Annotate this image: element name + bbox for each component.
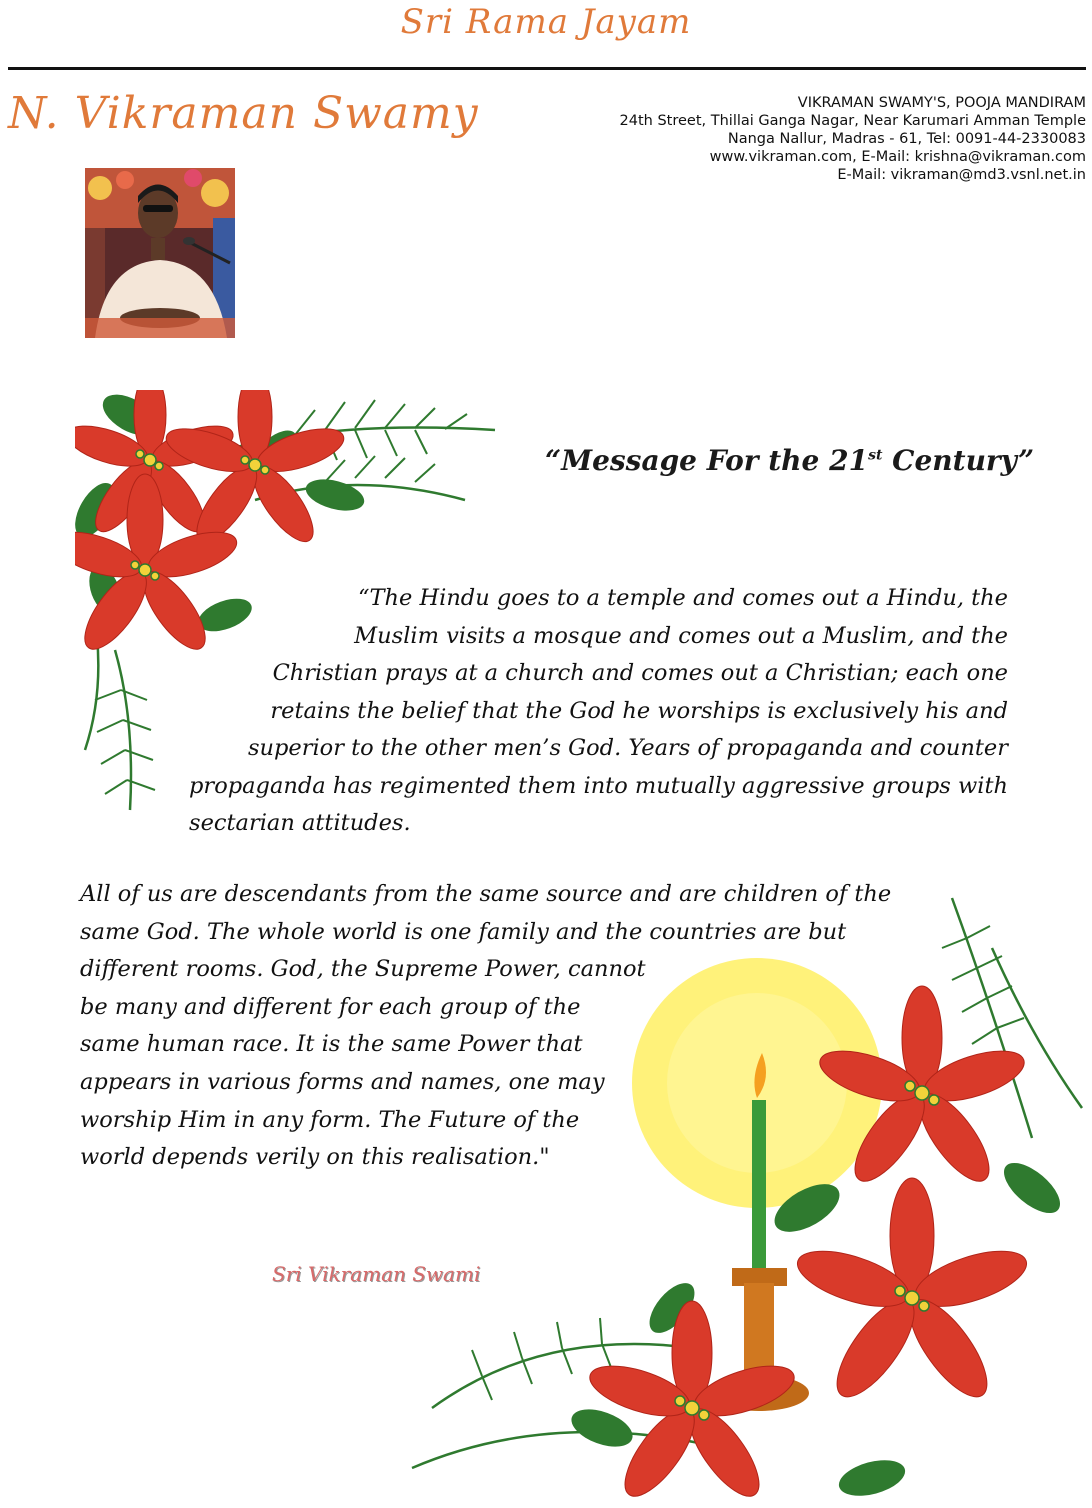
address-line: VIKRAMAN SWAMY'S, POOJA MANDIRAM	[797, 95, 1086, 111]
paragraph-line: different rooms. God, the Supreme Power, cannot	[80, 956, 646, 983]
paragraph-line: same human race. It is the same Power that	[80, 1031, 583, 1058]
paragraph-line: be many and different for each group of the	[80, 993, 581, 1020]
portrait-photo	[85, 168, 235, 338]
paragraph-line: “The Hindu goes to a temple and comes out a Hindu, the	[358, 585, 1008, 611]
address-line: www.vikraman.com, E-Mail: krishna@vikraman.com	[709, 149, 1086, 165]
paragraph-line: superior to the other men’s God. Years of propaganda and counter	[247, 735, 1008, 761]
message-paragraph-1	[189, 580, 1008, 843]
paragraph-line: All of us are descendants from the same source and are children of the	[80, 881, 892, 907]
paragraph-line: same God. The whole world is one family and the countries are but	[80, 918, 847, 945]
header-divider	[8, 67, 1086, 70]
paragraph-line: retains the belief that the God he worships is exclusively his and	[270, 697, 1008, 724]
paragraph-line: sectarian attitudes.	[189, 810, 411, 836]
message-paragraph-2	[80, 876, 891, 1177]
paragraph-line: propaganda has regimented them into mutually aggressive groups with	[189, 772, 1008, 799]
message-title-text: “Message For the 21	[545, 444, 869, 477]
signature: Sri Vikraman Swami	[272, 1262, 481, 1286]
paragraph-line: appears in various forms and names, one may	[80, 1068, 605, 1095]
address-line: Nanga Nallur, Madras - 61, Tel: 0091-44-2330083	[727, 131, 1086, 147]
author-name: N. Vikraman Swamy	[8, 88, 479, 139]
address-line: E-Mail: vikraman@md3.vsnl.net.in	[837, 167, 1086, 183]
message-title	[545, 444, 1034, 477]
message-title-superscript: st	[868, 447, 883, 464]
page-header-title: Sri Rama Jayam	[400, 2, 692, 42]
paragraph-line: world depends verily on this realisation."	[80, 1144, 550, 1171]
paragraph-line: Christian prays at a church and comes out a Christian; each one	[272, 660, 1008, 686]
address-block	[620, 94, 1086, 184]
address-line: 24th Street, Thillai Ganga Nagar, Near Karumari Amman Temple	[619, 113, 1086, 129]
paragraph-line: Muslim visits a mosque and comes out a Muslim, and the	[354, 622, 1008, 649]
message-title-tail: Century”	[882, 444, 1035, 477]
paragraph-line: worship Him in any form. The Future of the	[80, 1106, 580, 1133]
